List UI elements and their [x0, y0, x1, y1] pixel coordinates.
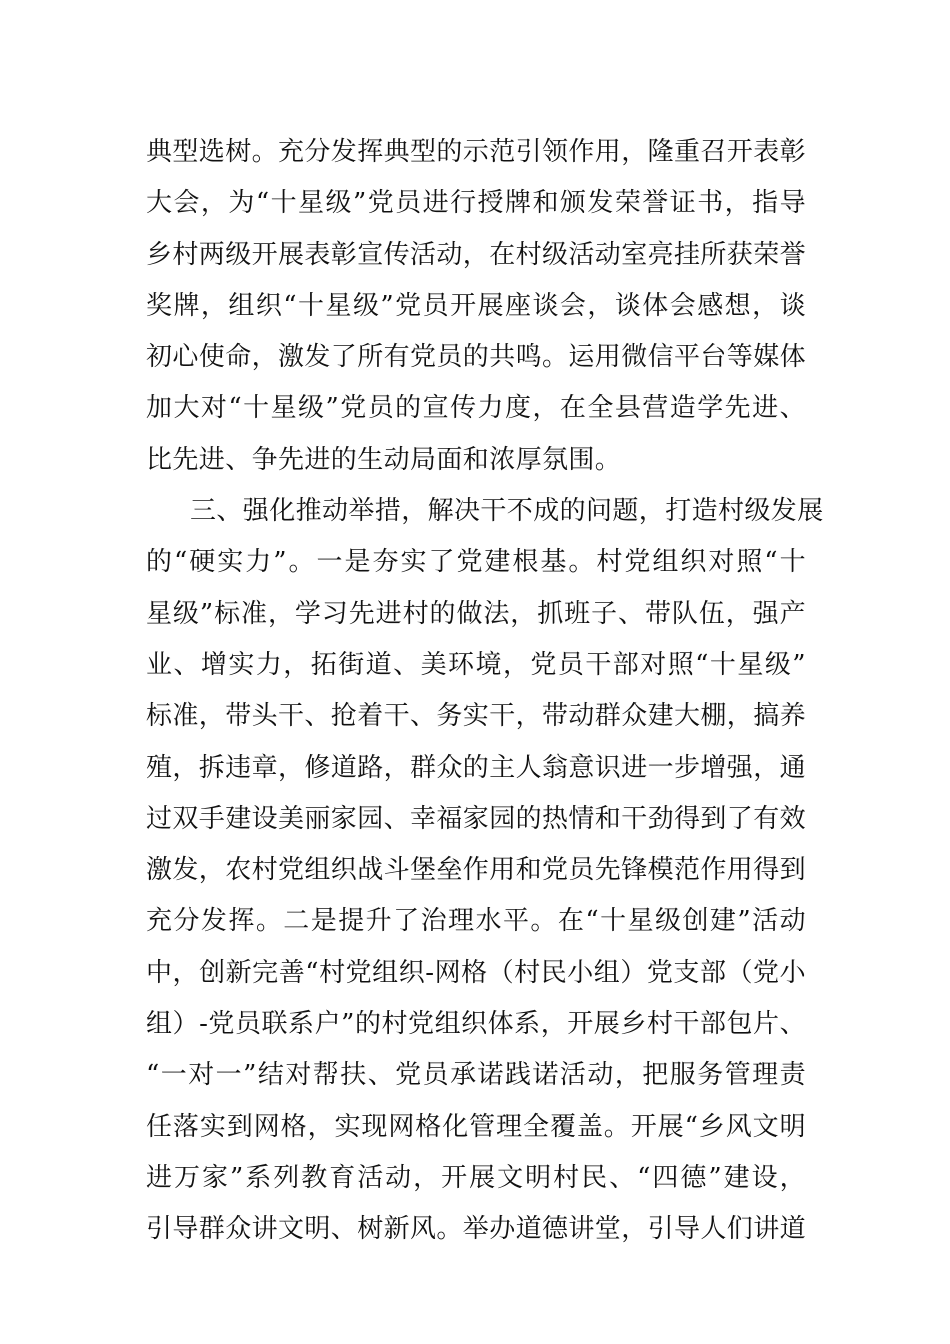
text-line: 星级”标准，学习先进村的做法，抓班子、带队伍，强产 [146, 598, 806, 629]
text-line: 过双手建设美丽家园、幸福家园的热情和干劲得到了有效 [146, 803, 807, 834]
text-line: “一对一”结对帮扶、党员承诺践诺活动，把服务管理责 [146, 1060, 806, 1091]
text-line: 加大对“十星级”党员的宣传力度，在全县营造学先进、 [146, 393, 806, 424]
text-line: 中，创新完善“村党组织-网格（村民小组）党支部（党小 [146, 957, 806, 988]
text-line: 大会，为“十星级”党员进行授牌和颁发荣誉证书，指导 [146, 188, 806, 219]
body-text [146, 127, 824, 1256]
text-line: 引导群众讲文明、树新风。举办道德讲堂，引导人们讲道 [146, 1214, 807, 1245]
text-line: 乡村两级开展表彰宣传活动，在村级活动室亮挂所获荣誉 [146, 239, 807, 270]
text-line: 初心使命，激发了所有党员的共鸣。运用微信平台等媒体 [146, 342, 807, 373]
text-line: 任落实到网格，实现网格化管理全覆盖。开展“乡风文明 [146, 1111, 806, 1142]
text-line: 殖，拆违章，修道路，群众的主人翁意识进一步增强，通 [146, 752, 807, 783]
text-line: 激发，农村党组织战斗堡垒作用和党员先锋模范作用得到 [146, 855, 807, 886]
text-line: 奖牌，组织“十星级”党员开展座谈会，谈体会感想，谈 [146, 290, 806, 321]
text-line: 进万家”系列教育活动，开展文明村民、“四德”建设， [146, 1162, 806, 1193]
paragraph-end-line: 比先进、争先进的生动局面和浓厚氛围。 [146, 444, 622, 475]
text-line: 的“硬实力”。一是夯实了党建根基。村党组织对照“十 [146, 547, 806, 578]
text-line: 业、增实力，拓街道、美环境，党员干部对照“十星级” [146, 649, 806, 680]
text-line: 充分发挥。二是提升了治理水平。在“十星级创建”活动 [146, 906, 806, 937]
text-line: 标准，带头干、抢着干、务实干，带动群众建大棚，搞养 [146, 701, 807, 732]
text-line: 组）-党员联系户”的村党组织体系，开展乡村干部包片、 [146, 1009, 806, 1040]
section-heading-line: 三、强化推动举措，解决干不成的问题，打造村级发展 [190, 496, 824, 527]
text-line: 典型选树。充分发挥典型的示范引领作用，隆重召开表彰 [146, 137, 807, 167]
